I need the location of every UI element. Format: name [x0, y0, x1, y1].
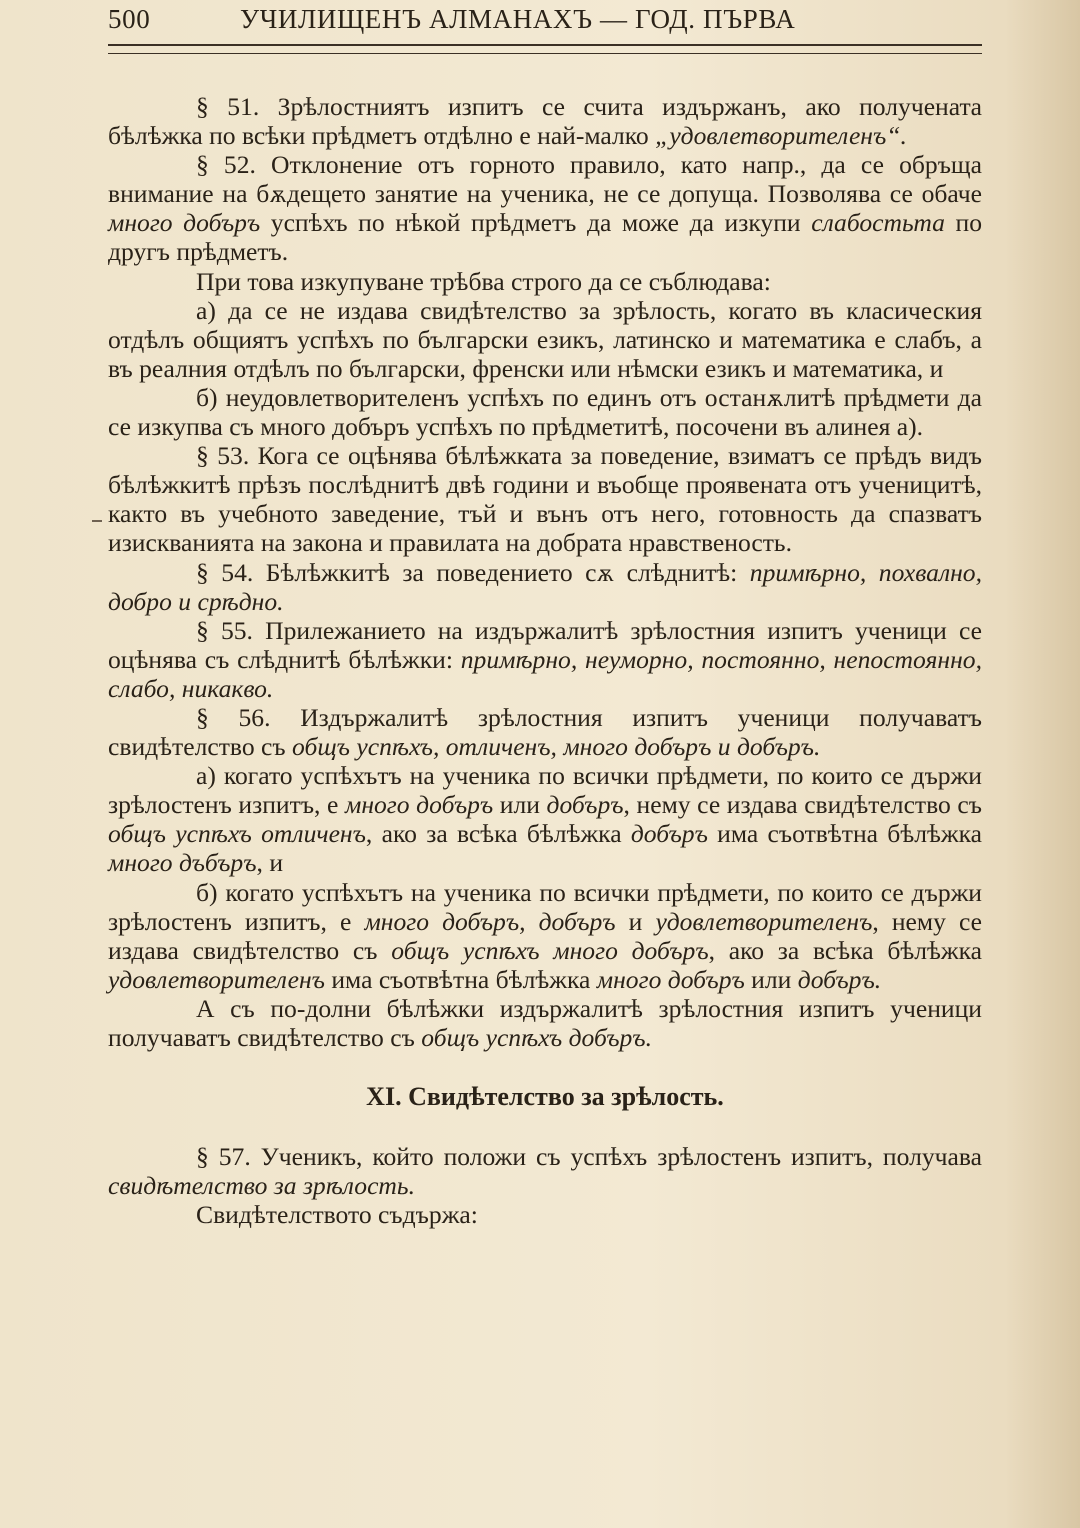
header-double-rule	[108, 44, 982, 54]
paragraph-57: § 57. Ученикъ, който положи съ успѣхъ зрѣлостенъ изпитъ, получава свидѣтелство за зрѣлость.	[108, 1142, 982, 1201]
paragraph-54: § 54. Бѣлѣжкитѣ за поведението сѫ слѣднитѣ: примѣрно, похвално, добро и срѣдно.	[108, 557, 982, 616]
section-heading: XI. Свидѣтелство за зрѣлость.	[366, 1082, 724, 1112]
paragraph-point-b: б) неудовлетворителенъ успѣхъ по единъ отъ останѫлитѣ прѣдмети да се изкупва съ много добъръ успѣхъ по прѣдметитѣ, посочени въ алинея а).	[108, 382, 982, 442]
paragraph-point-a: а) да се не издава свидѣтелство за зрѣлость, когато въ класическия отдѣлъ общиятъ успѣхъ по български езикъ, латинско и математика е слабъ, а въ реалния отдѣлъ по български, френски или нѣмски езикъ и математика, и	[108, 295, 982, 383]
paragraph-55: § 55. Прилежанието на издържалитѣ зрѣлостния изпитъ ученици се оцѣнява съ слѣднитѣ бѣлѣжки: примѣрно, неуморно, постоянно, непостоянно, слабо, никакво.	[108, 615, 982, 703]
paragraph-53: § 53. Кога се оцѣнява бѣлѣжката за поведение, взиматъ се прѣдъ видъ бѣлѣжкитѣ прѣзъ послѣднитѣ двѣ години и въобще проявената отъ ученицитѣ, както въ учебното заведение, тъй и вънъ отъ него, готовность да спазватъ изискванията на закона и правилата на добрата нравственость.	[108, 441, 982, 558]
paragraph-56: § 56. Издържалитѣ зрѣлостния изпитъ ученици получаватъ свидѣтелство съ общъ успѣхъ, отличенъ, много добъръ и добъръ.	[108, 702, 982, 762]
paragraph-52: § 52. Отклонение отъ горното правило, като напр., да се обръща внимание на бѫдещето занятие на ученика, не се допуща. Позволява се обаче много добъръ успѣхъ по нѣкой прѣдметъ да може да изкупи слабостьта по другъ прѣдметъ.	[108, 150, 982, 267]
running-title: УЧИЛИЩЕНЪ АЛМАНАХЪ — ГОД. ПЪРВА	[240, 4, 796, 34]
paragraph-51: § 51. Зрѣлостниятъ изпитъ се счита издържанъ, ако полученатa бѣлѣжка по всѣки прѣдметъ отдѣлно е най-малко „удовлетворителенъ“.	[108, 92, 982, 151]
paragraph-lower-grades: А съ по-долни бѣлѣжки издържалитѣ зрѣлостния изпитъ ученици получаватъ свидѣтелство съ общъ успѣхъ добъръ.	[108, 993, 982, 1052]
page-body	[108, 92, 982, 1229]
paragraph-56-point-a: а) когато успѣхътъ на ученика по всички прѣдмети, по които се държи зрѣлостенъ изпитъ, е много добъръ или добъръ, нему се издава свидѣтелство съ общъ успѣхъ отличенъ, ако за всѣка бѣлѣжка добъръ има съотвѣтна бѣлѣжка много дъбъръ, и	[108, 761, 983, 878]
page-header	[108, 2, 984, 42]
margin-scan-mark	[92, 520, 102, 522]
page-number: 500	[108, 4, 151, 34]
paragraph-56-point-b: б) когато успѣхътъ на ученика по всички прѣдмети, по които се държи зрѣлостенъ изпитъ, е много добъръ, добъръ и удовлетворителенъ, нему се издава свидѣтелство съ общъ успѣхъ много добъръ, ако за всѣка бѣлѣжка удовлетворителенъ има съотвѣтна бѣлѣжка много добъръ или добъръ.	[108, 877, 983, 994]
paragraph-redemption-intro: При това изкупуване трѣбва строго да се съблюдава:	[196, 266, 771, 296]
paragraph-certificate-contents: Свидѣтелството съдържа:	[196, 1200, 478, 1230]
